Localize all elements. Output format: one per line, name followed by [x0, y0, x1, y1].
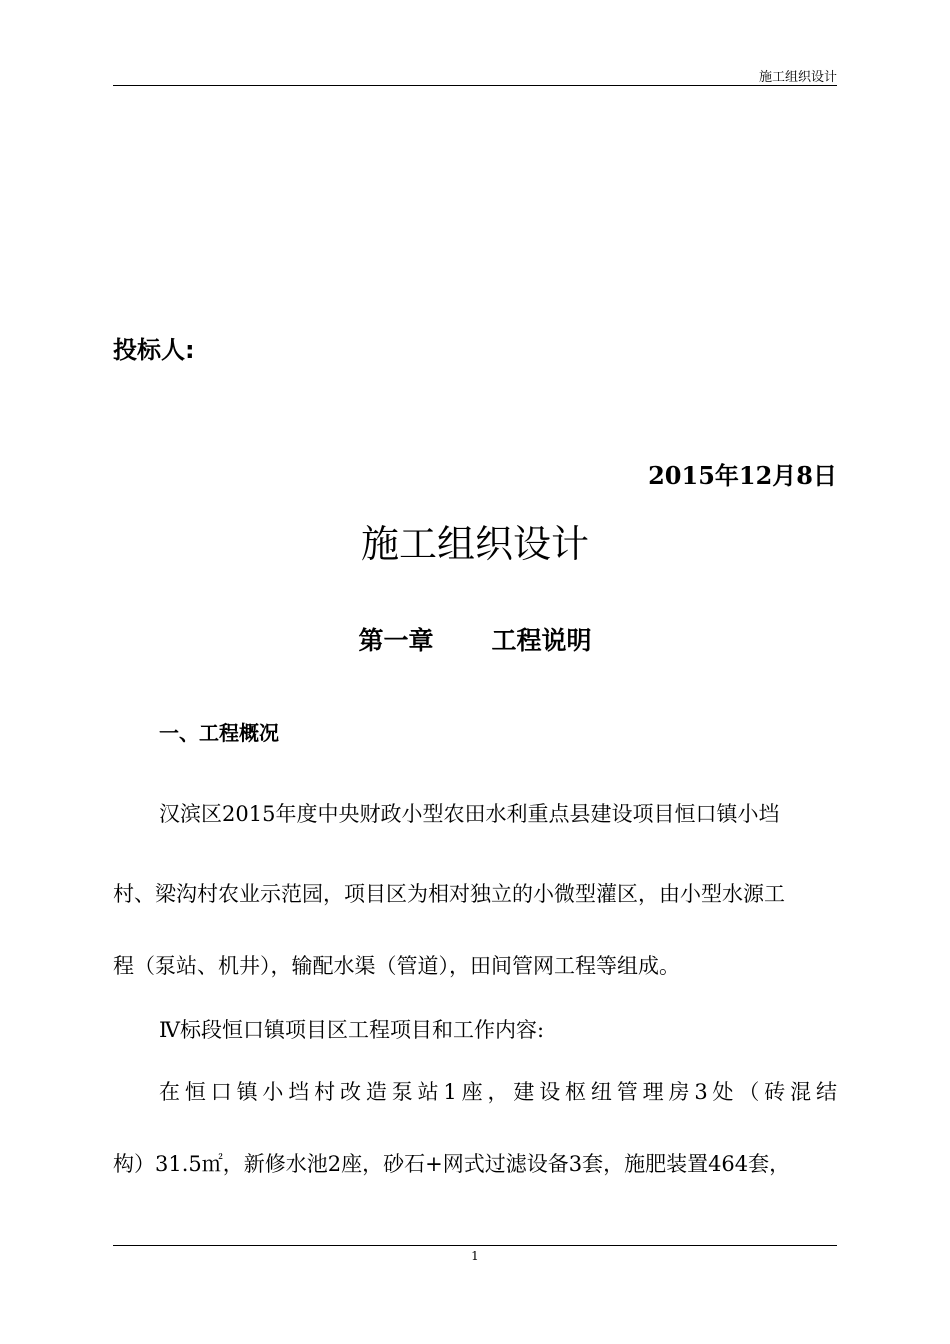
header-divider [113, 85, 837, 86]
bidder-label: 投标人: [113, 336, 195, 364]
document-title: 施工组织设计 [360, 522, 589, 566]
chapter-title: 工程说明 [491, 626, 592, 655]
paragraph-line: 村、梁沟村农业示范园，项目区为相对独立的小微型灌区，由小型水源工 [113, 882, 785, 906]
paragraph-line: 程（泵站、机井），输配水渠（管道），田间管网工程等组成。 [113, 954, 680, 978]
running-header: 施工组织设计 [758, 70, 837, 85]
footer-divider [113, 1245, 837, 1246]
chapter-number: 第一章 [358, 626, 434, 655]
chapter-heading [0, 621, 950, 657]
paragraph-line: 汉滨区2015年度中央财政小型农田水利重点县建设项目恒口镇小垱 [159, 802, 780, 826]
paragraph-line: Ⅳ标段恒口镇项目区工程项目和工作内容: [159, 1018, 545, 1042]
page-number: 1 [471, 1249, 479, 1263]
section-heading: 一、工程概况 [159, 721, 279, 745]
document-date: 2015年12月8日 [648, 461, 837, 490]
paragraph-line: 构）31.5㎡，新修水池2座，砂石+网式过滤设备3套，施肥装置464套， [113, 1152, 791, 1176]
paragraph-line: 在恒口镇小垱村改造泵站1座，建设枢纽管理房3处（砖混结 [159, 1080, 837, 1104]
